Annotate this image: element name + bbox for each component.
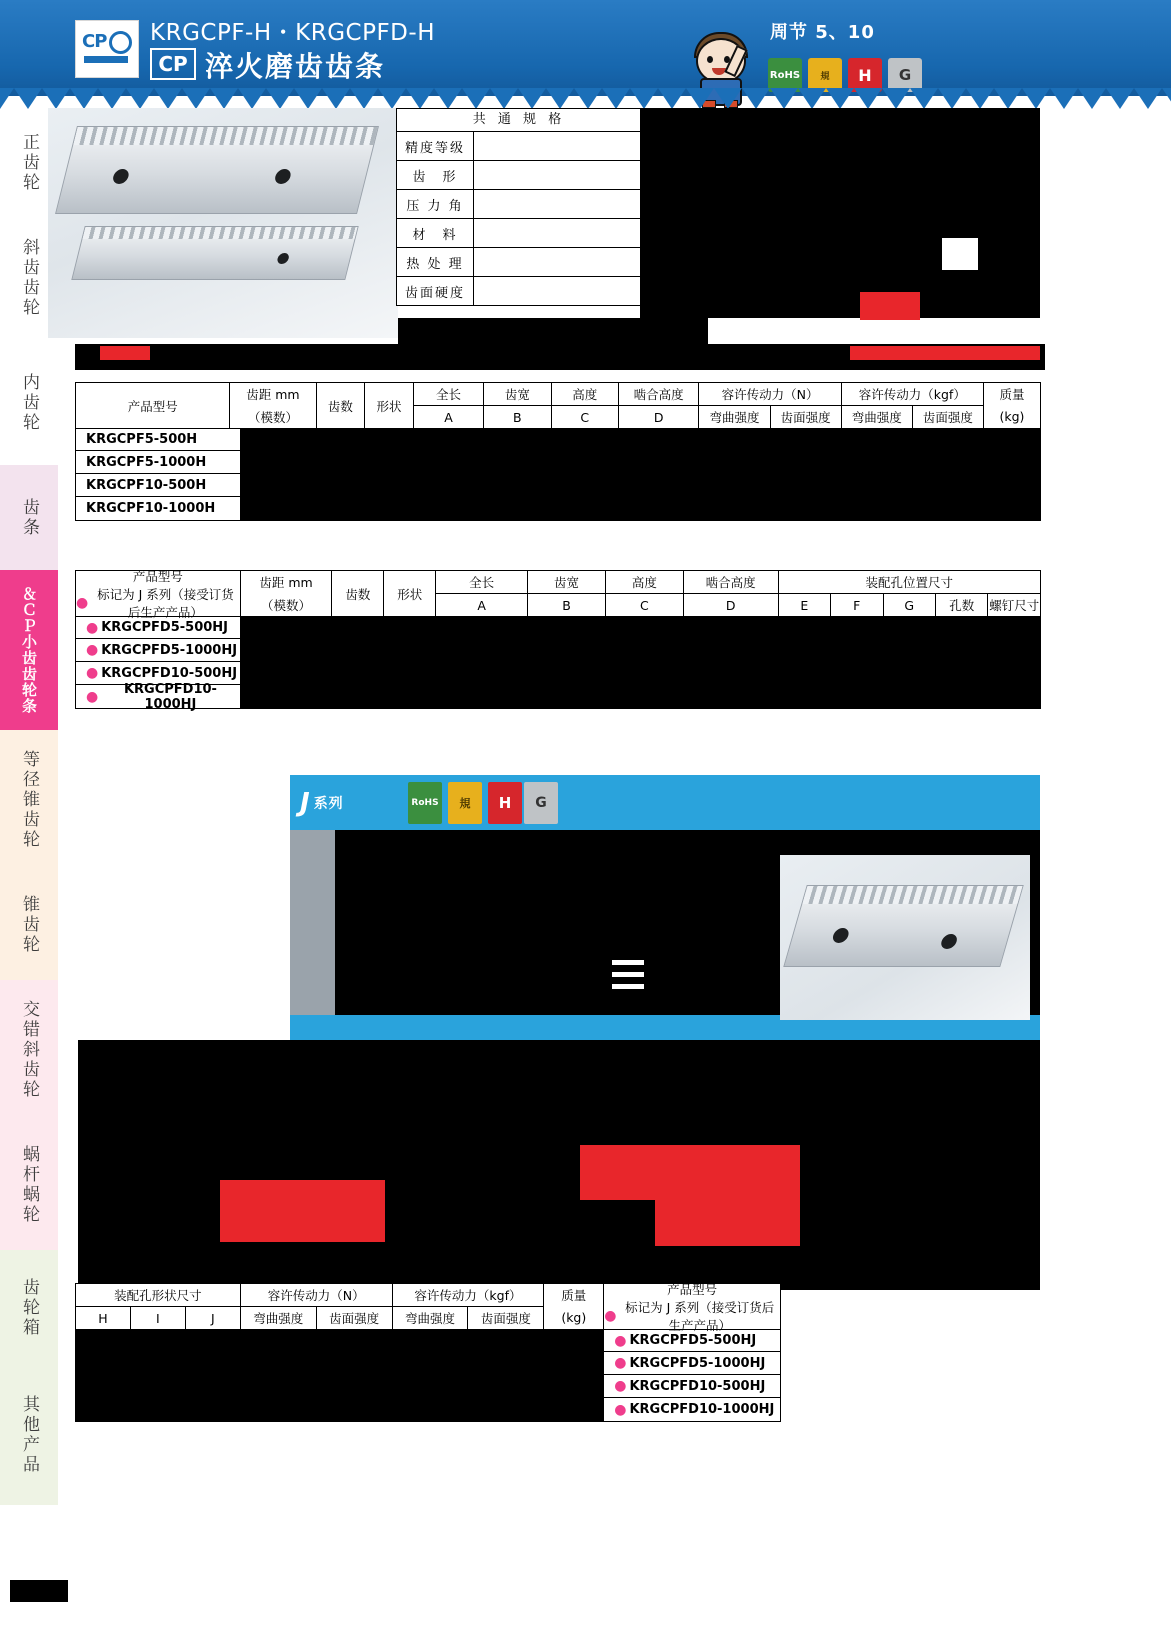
col-mesh-height bbox=[684, 571, 779, 617]
model-cell: KRGCPF5-500H bbox=[76, 429, 241, 451]
col-model bbox=[604, 1281, 780, 1333]
drawing-area-bottom bbox=[78, 1040, 1040, 1290]
tooth-icon bbox=[322, 88, 350, 109]
common-spec-table bbox=[396, 108, 642, 306]
model-cell: ● KRGCPFD5-500HJ bbox=[76, 617, 241, 639]
pitch-note: 周节 5、10 bbox=[770, 22, 875, 43]
row-data-masked bbox=[76, 1398, 604, 1421]
col-force-n-label: 容许传动力（N） bbox=[699, 383, 840, 406]
sidebar-item-cp-rack[interactable]: ＆ＣＰ小齿齿轮条 bbox=[0, 570, 58, 730]
col-mass-unit: (kg) bbox=[999, 409, 1025, 425]
j-banner-left-strip bbox=[290, 830, 335, 1025]
col-length-label: 全长 bbox=[414, 383, 483, 406]
col-model-label: 产品型号 bbox=[667, 1281, 718, 1297]
logo-text: CP bbox=[82, 31, 107, 52]
tooth-icon bbox=[266, 88, 294, 109]
model-cell: ● KRGCPFD10-500HJ bbox=[604, 1375, 780, 1398]
logo-bar-icon bbox=[84, 56, 128, 63]
rack-hole bbox=[112, 169, 131, 184]
col-surf-kgf: 齿面强度 bbox=[922, 410, 973, 425]
tooth-icon bbox=[714, 88, 742, 109]
spec-key: 热 处 理 bbox=[397, 248, 474, 276]
rack-hole bbox=[276, 253, 290, 264]
sidebar-item-worm[interactable]: 蜗杆蜗轮 bbox=[0, 1120, 58, 1250]
col-hole-shape bbox=[76, 1284, 241, 1330]
col-mesh-height bbox=[619, 383, 700, 429]
page-title: 淬火磨齿齿条 bbox=[205, 50, 386, 83]
j-series-dot-icon: ● bbox=[614, 1378, 627, 1394]
col-height bbox=[606, 571, 684, 617]
tooth-icon bbox=[98, 88, 126, 109]
model-cell: ● KRGCPFD10-1000HJ bbox=[76, 685, 241, 708]
sidebar-item-bevel-equal[interactable]: 等径锥齿轮 bbox=[0, 730, 58, 870]
table-header-row bbox=[76, 1281, 780, 1333]
j-series-dot-icon: ● bbox=[86, 665, 99, 681]
tooth-icon bbox=[826, 88, 854, 109]
g-badge: G bbox=[888, 58, 922, 92]
tooth-icon bbox=[798, 88, 826, 109]
col-model-label: 产品型号 bbox=[132, 568, 183, 584]
col-j: J bbox=[210, 1310, 215, 1326]
drawing-area-top-right bbox=[640, 108, 1040, 318]
col-height bbox=[552, 383, 619, 429]
j-series-dot-icon: ● bbox=[614, 1355, 627, 1371]
col-mass bbox=[544, 1284, 604, 1330]
col-height-label: 高度 bbox=[552, 383, 618, 406]
tooth-icon bbox=[210, 88, 238, 109]
sidebar-item-screw[interactable]: 交错斜齿轮 bbox=[0, 980, 58, 1120]
col-hole-count: 孔数 bbox=[936, 594, 988, 616]
table-row bbox=[76, 474, 1040, 497]
common-spec-title: 共 通 规 格 bbox=[397, 109, 641, 132]
table-row bbox=[76, 1330, 780, 1352]
col-length bbox=[436, 571, 528, 617]
table-row bbox=[76, 429, 1040, 451]
col-hole-dims bbox=[779, 571, 1040, 617]
model-cell: KRGCPF10-1000H bbox=[76, 497, 241, 520]
col-width bbox=[528, 571, 606, 617]
rack-photo-j bbox=[783, 885, 1024, 967]
tooth-icon bbox=[462, 88, 490, 109]
tooth-icon bbox=[378, 88, 406, 109]
table-header-row bbox=[76, 568, 1040, 620]
col-teeth: 齿数 bbox=[317, 383, 366, 429]
j-series-dot-icon: ● bbox=[76, 594, 89, 611]
tooth-icon bbox=[994, 88, 1022, 109]
tooth-icon bbox=[406, 88, 434, 109]
h-badge: H bbox=[848, 58, 882, 92]
col-force-kgf bbox=[842, 383, 984, 429]
spec-key: 材 料 bbox=[397, 219, 474, 247]
tooth-icon bbox=[630, 88, 658, 109]
col-i: I bbox=[131, 1307, 186, 1329]
col-length-label: 全长 bbox=[436, 571, 527, 594]
tooth-icon bbox=[1022, 88, 1050, 109]
tooth-icon bbox=[1106, 88, 1134, 109]
col-h: H bbox=[76, 1307, 131, 1329]
col-pitch bbox=[241, 571, 333, 617]
col-force-kgf-label: 容许传动力（kgf） bbox=[842, 383, 983, 406]
j-series-dot-icon: ● bbox=[614, 1332, 627, 1349]
model-cell: KRGCPF10-500H bbox=[76, 474, 241, 497]
col-surf-n: 齿面强度 bbox=[329, 1311, 380, 1326]
spec-value bbox=[474, 248, 641, 276]
spec-key: 压 力 角 bbox=[397, 190, 474, 218]
sidebar-item-bevel[interactable]: 锥齿轮 bbox=[0, 870, 58, 980]
col-bend-kgf: 弯曲强度 bbox=[393, 1307, 469, 1329]
col-mass-label: 质量 bbox=[561, 1288, 587, 1304]
col-mass-unit: (kg) bbox=[561, 1310, 587, 1326]
tooth-icon bbox=[854, 88, 882, 109]
col-height-label: 高度 bbox=[606, 571, 683, 594]
tooth-icon bbox=[1134, 88, 1162, 109]
j-series-dot-icon: ● bbox=[86, 619, 99, 636]
tooth-icon bbox=[546, 88, 574, 109]
rack-teeth-icon bbox=[73, 127, 377, 145]
cp-chip: CP bbox=[150, 48, 196, 80]
col-mesh-label: 啮合高度 bbox=[684, 571, 778, 594]
col-length-sym: A bbox=[477, 597, 486, 613]
col-hole-shape-label: 装配孔形状尺寸 bbox=[76, 1284, 240, 1307]
row-data-masked bbox=[241, 451, 1040, 474]
drawing-callout-red-right bbox=[580, 1145, 800, 1200]
j-series-logo bbox=[300, 782, 395, 824]
spec-badge: 規 bbox=[448, 782, 482, 824]
tooth-icon bbox=[350, 88, 378, 109]
tooth-icon bbox=[882, 88, 910, 109]
row-data-masked bbox=[241, 429, 1040, 451]
spec-table-hole-force bbox=[75, 1283, 781, 1422]
col-model-note: ● 标记为 J 系列（接受订货后生产产品） bbox=[604, 1299, 775, 1333]
col-surf-kgf: 齿面强度 bbox=[480, 1311, 531, 1326]
model-cell: ● KRGCPFD10-1000HJ bbox=[614, 1401, 775, 1418]
tooth-icon bbox=[42, 88, 70, 109]
row-data-masked bbox=[241, 662, 1040, 685]
table-row bbox=[76, 639, 1040, 662]
rack-hole bbox=[939, 934, 958, 949]
drawing-callout-red-right2 bbox=[655, 1196, 800, 1246]
j-series-dot-icon: ● bbox=[86, 688, 99, 705]
row-data-masked bbox=[241, 497, 1040, 520]
row-data-masked bbox=[76, 1375, 604, 1398]
tooth-icon bbox=[294, 88, 322, 109]
row-data-masked bbox=[241, 639, 1040, 662]
table-header-row bbox=[76, 383, 1040, 429]
col-width-sym: B bbox=[513, 409, 522, 425]
rack-photo-small bbox=[71, 226, 358, 280]
tooth-icon bbox=[182, 88, 210, 109]
col-surf-n: 齿面强度 bbox=[780, 410, 831, 425]
tooth-icon bbox=[14, 88, 42, 109]
col-force-n-label: 容许传动力（N） bbox=[241, 1284, 392, 1307]
drawing-callout-red-left bbox=[220, 1180, 385, 1242]
col-length bbox=[414, 383, 484, 429]
tooth-icon bbox=[434, 88, 462, 109]
row-data-masked bbox=[241, 474, 1040, 497]
spec-value bbox=[474, 161, 641, 189]
model-cell: ● KRGCPFD5-1000HJ bbox=[76, 639, 241, 662]
row-data-masked bbox=[241, 617, 1040, 639]
col-f: F bbox=[831, 594, 883, 616]
spec-row bbox=[397, 248, 641, 277]
col-teeth: 齿数 bbox=[332, 571, 384, 617]
col-width bbox=[484, 383, 551, 429]
drawing-caption-bar bbox=[398, 318, 708, 346]
spec-row bbox=[397, 190, 641, 219]
brand-logo bbox=[75, 20, 139, 78]
page-footer-mark bbox=[10, 1580, 68, 1602]
col-force-n bbox=[699, 383, 841, 429]
col-force-kgf bbox=[393, 1284, 545, 1330]
tooth-icon bbox=[910, 88, 938, 109]
col-width-sym: B bbox=[562, 597, 571, 613]
section-caption-red bbox=[100, 346, 150, 360]
j-banner-mark-2 bbox=[612, 972, 644, 977]
col-e: E bbox=[779, 594, 831, 616]
tooth-icon bbox=[770, 88, 798, 109]
spec-row bbox=[397, 132, 641, 161]
tooth-icon bbox=[966, 88, 994, 109]
col-hole-label: 装配孔位置尺寸 bbox=[779, 571, 1040, 594]
col-pitch-sub: （模数） bbox=[261, 597, 312, 613]
j-banner-mark-3 bbox=[612, 984, 644, 989]
table-row bbox=[76, 451, 1040, 474]
tooth-icon bbox=[658, 88, 686, 109]
section-caption-red-2 bbox=[850, 346, 1040, 360]
sidebar-item-internal[interactable]: 内齿轮 bbox=[19, 372, 39, 433]
col-height-sym: C bbox=[580, 409, 590, 425]
col-pitch bbox=[230, 383, 316, 429]
col-shape: 形状 bbox=[384, 571, 436, 617]
col-force-kgf-label: 容许传动力（kgf） bbox=[393, 1284, 544, 1307]
model-cell: ● KRGCPFD10-500HJ bbox=[76, 662, 241, 685]
rohs-badge: RoHS bbox=[408, 782, 442, 824]
spec-value bbox=[474, 190, 641, 218]
mascot-eye-left-icon bbox=[707, 56, 713, 63]
tooth-icon bbox=[602, 88, 630, 109]
col-width-label: 齿宽 bbox=[528, 571, 605, 594]
j-series-dot-icon: ● bbox=[604, 1307, 617, 1324]
rack-teeth-icon bbox=[802, 886, 1022, 904]
tooth-icon bbox=[1050, 88, 1078, 109]
table-row bbox=[76, 681, 1040, 712]
col-force-n bbox=[241, 1284, 393, 1330]
sidebar-item-spur[interactable]: 正齿轮 bbox=[19, 132, 39, 193]
j-series-banner-head bbox=[290, 775, 1040, 830]
col-shape: 形状 bbox=[365, 383, 414, 429]
tooth-icon bbox=[938, 88, 966, 109]
table-row bbox=[76, 1375, 780, 1398]
drawing-callout-red bbox=[860, 292, 920, 320]
g-badge: G bbox=[524, 782, 558, 824]
rack-teeth-icon bbox=[82, 227, 357, 239]
tooth-icon bbox=[238, 88, 266, 109]
j-series-logo-letter: J bbox=[300, 788, 310, 818]
j-series-dot-icon: ● bbox=[86, 642, 99, 658]
tooth-icon bbox=[574, 88, 602, 109]
col-model: 产品型号 bbox=[76, 383, 230, 429]
tooth-icon bbox=[1078, 88, 1106, 109]
col-mesh-label: 啮合高度 bbox=[619, 383, 699, 406]
sidebar-item-gearbox[interactable]: 齿轮箱 bbox=[0, 1250, 58, 1365]
tooth-icon bbox=[154, 88, 182, 109]
table-row bbox=[76, 497, 1040, 520]
row-data-masked bbox=[76, 1352, 604, 1375]
col-pitch-label: 齿距 mm bbox=[259, 575, 313, 591]
col-model bbox=[76, 568, 241, 620]
sidebar-item-rack[interactable]: 齿条 bbox=[0, 465, 58, 570]
tooth-strip-icon bbox=[0, 88, 1171, 110]
spec-row bbox=[397, 161, 641, 190]
col-bend-kgf: 弯曲强度 bbox=[842, 406, 913, 428]
col-bend-n: 弯曲强度 bbox=[241, 1307, 317, 1329]
spec-key: 齿面硬度 bbox=[397, 277, 474, 305]
col-mass-label: 质量 bbox=[999, 387, 1025, 403]
spec-row bbox=[397, 277, 641, 305]
table-row bbox=[76, 1398, 780, 1421]
col-pitch-label: 齿距 mm bbox=[246, 387, 300, 403]
h-badge: H bbox=[488, 782, 522, 824]
spec-value bbox=[474, 277, 641, 305]
rohs-badge: RoHS bbox=[768, 58, 802, 92]
tooth-icon bbox=[742, 88, 770, 109]
j-banner-mark-1 bbox=[612, 960, 644, 965]
tooth-icon bbox=[0, 88, 14, 109]
col-screw: 螺钉尺寸 bbox=[989, 598, 1040, 613]
spec-value bbox=[474, 132, 641, 160]
j-series-dot-icon: ● bbox=[614, 1401, 627, 1418]
col-mesh-sym: D bbox=[725, 597, 736, 613]
col-height-sym: C bbox=[639, 597, 649, 613]
logo-ring-icon bbox=[109, 31, 132, 54]
sidebar-item-other[interactable]: 其他产品 bbox=[0, 1365, 58, 1505]
table-row bbox=[76, 617, 1040, 639]
product-code: KRGCPF‑H・KRGCPFD-H bbox=[150, 20, 435, 46]
rack-hole bbox=[274, 169, 293, 184]
col-model-note: ● 标记为 J 系列（接受订货后生产产品） bbox=[76, 586, 234, 620]
spec-value bbox=[474, 219, 641, 247]
spec-table-krgcpf bbox=[75, 382, 1041, 521]
model-cell: ● KRGCPFD5-500HJ bbox=[604, 1330, 780, 1352]
spec-badge: 規 bbox=[808, 58, 842, 92]
col-width-label: 齿宽 bbox=[484, 383, 550, 406]
row-data-masked bbox=[241, 685, 1040, 708]
col-bend-n: 弯曲强度 bbox=[699, 406, 770, 428]
col-length-sym: A bbox=[444, 409, 453, 425]
model-cell: ● KRGCPFD5-1000HJ bbox=[604, 1352, 780, 1375]
product-photo-top bbox=[48, 108, 398, 338]
spec-row bbox=[397, 219, 641, 248]
rack-photo-large bbox=[55, 126, 379, 214]
product-photo-bottom bbox=[780, 855, 1030, 1020]
tooth-icon bbox=[126, 88, 154, 109]
spec-table-krgcpfd bbox=[75, 568, 1041, 712]
drawing-highlight bbox=[942, 238, 978, 270]
sidebar-item-helical[interactable]: 斜齿齿轮 bbox=[19, 237, 39, 318]
table-row bbox=[76, 1352, 780, 1375]
col-g: G bbox=[884, 594, 936, 616]
col-mesh-sym: D bbox=[653, 409, 664, 425]
col-mass bbox=[984, 383, 1040, 429]
rack-hole bbox=[831, 928, 850, 943]
j-series-logo-sub: 系列 bbox=[313, 796, 344, 812]
model-cell: KRGCPF5-1000H bbox=[76, 451, 241, 474]
tooth-icon bbox=[518, 88, 546, 109]
tooth-icon bbox=[490, 88, 518, 109]
spec-key: 精度等级 bbox=[397, 132, 474, 160]
tooth-icon bbox=[686, 88, 714, 109]
row-data-masked bbox=[76, 1330, 604, 1352]
tooth-icon bbox=[70, 88, 98, 109]
spec-key: 齿 形 bbox=[397, 161, 474, 189]
tooth-icon bbox=[1162, 88, 1171, 109]
col-pitch-sub: （模数） bbox=[247, 409, 298, 425]
